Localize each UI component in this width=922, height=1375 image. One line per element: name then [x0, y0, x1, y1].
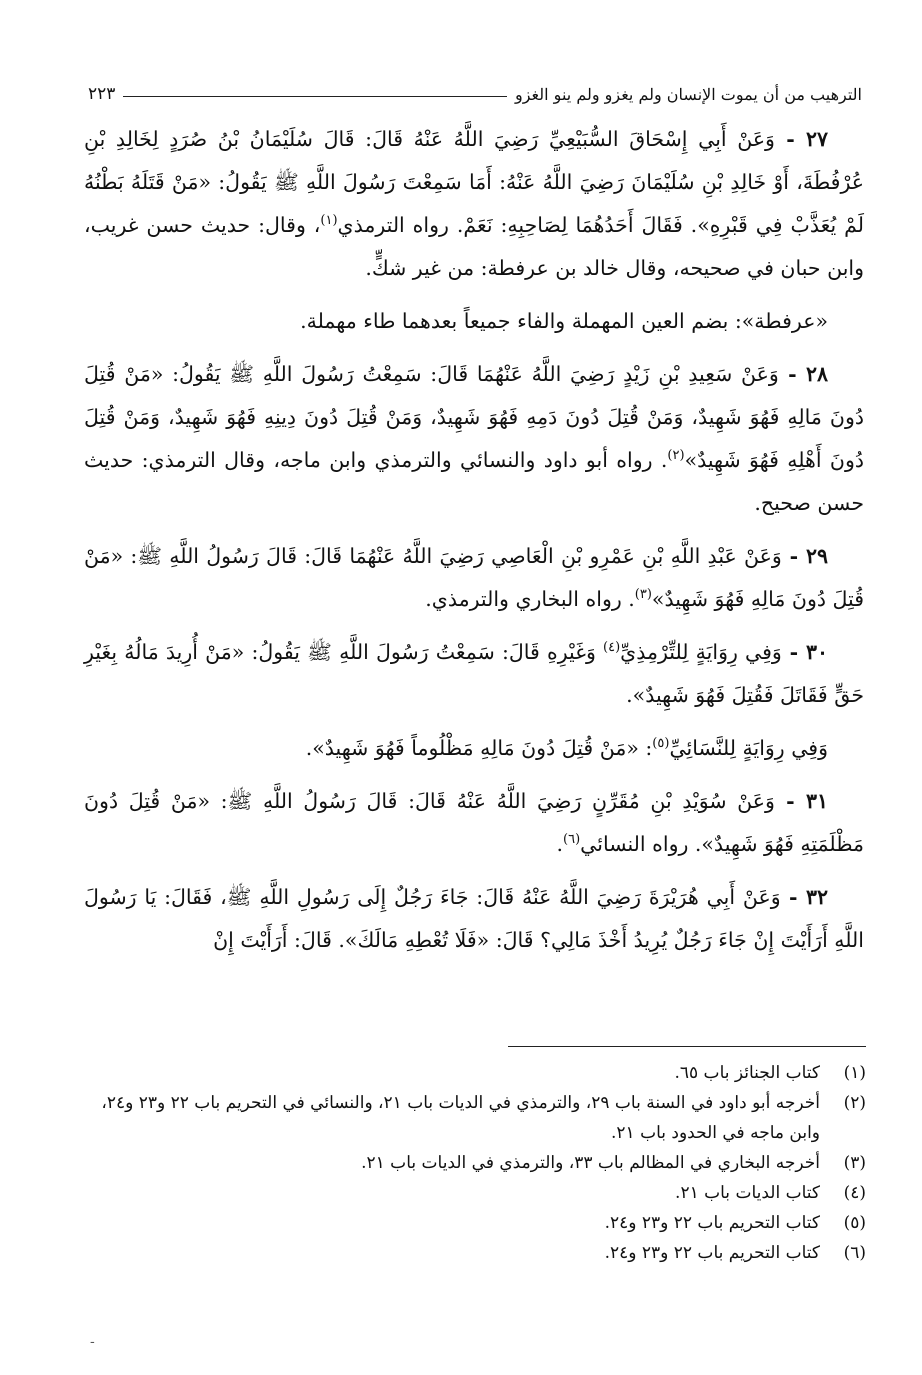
page-mark: -	[90, 1334, 95, 1350]
hadith-text: وَعَنْ عَبْدِ اللَّهِ بْنِ عَمْرِو بْنِ الْعَاصِي رَضِيَ اللَّهُ عَنْهُمَا قَالَ: قَالَ رَسُولُ اللَّهِ ﷺ: «مَنْ قُتِلَ دُونَ مَالِهِ فَهُوَ شَهِيدٌ»	[84, 544, 864, 611]
hadith-tail: . رواه أبو داود والنسائي والترمذي وابن ماجه، وقال الترمذي: حديث حسن صحيح.	[84, 448, 864, 515]
footnote-ref: (٥)	[652, 736, 670, 752]
footnote-number: (٢)	[843, 1093, 866, 1113]
footnote-2	[80, 1088, 866, 1148]
footnote-number: (٤)	[843, 1183, 866, 1203]
hadith-number: ٢٧ -	[774, 127, 828, 151]
hadith-text: وَعَنْ أَبِي هُرَيْرَةَ رَضِيَ اللَّهُ عَنْهُ قَالَ: جَاءَ رَجُلٌ إِلَى رَسُولِ اللَّهِ ﷺ، فَقَالَ: يَا رَسُولَ اللَّهِ أَرَأَيْتَ إِنْ جَاءَ رَجُلٌ يُرِيدُ أَخْذَ مَالِي؟ قَالَ: «فَلَا تُعْطِهِ مَالَكَ». قَالَ: أَرَأَيْتَ إِنْ	[84, 885, 864, 952]
footnote-ref: (٢)	[667, 448, 685, 464]
footnote-ref: (٣)	[634, 587, 652, 603]
hadith-text: وَفِي رِوَايَةٍ لِلتِّرْمِذِيِّ	[620, 640, 782, 664]
footnote-ref: (١)	[320, 213, 338, 229]
footnote-3	[80, 1148, 866, 1178]
hadith-text: وَعَنْ سَعِيدِ بْنِ زَيْدٍ رَضِيَ اللَّهُ عَنْهُمَا قَالَ: سَمِعْتُ رَسُولَ اللَّهِ ﷺ يَقُولُ: «مَنْ قُتِلَ دُونَ مَالِهِ فَهُوَ شَهِيدٌ، وَمَنْ قُتِلَ دُونَ دَمِهِ فَهُوَ شَهِيدٌ، وَمَنْ قُتِلَ دُونَ دِينِهِ فَهُوَ شَهِيدٌ، وَمَنْ قُتِلَ دُونَ أَهْلِهِ فَهُوَ شَهِيدٌ»	[84, 362, 864, 472]
note-text: «عرفطة»: بضم العين المهملة والفاء جميعاً بعدهما طاء مهملة.	[300, 309, 828, 333]
hadith-tail: .	[556, 832, 564, 856]
running-header	[88, 74, 862, 104]
hadith-text: وَعَنْ أَبِي إِسْحَاقَ السُّبَيْعِيِّ رَضِيَ اللَّهُ عَنْهُ قَالَ: قَالَ سُلَيْمَانُ بْنُ صُرَدٍ لِخَالِدِ بْنِ عُرْفُطَةَ، أَوْ خَالِدِ بْنِ سُلَيْمَانَ رَضِيَ اللَّهُ عَنْهُ: أَمَا سَمِعْتَ رَسُولَ اللَّهِ ﷺ يَقُولُ: «مَنْ قَتَلَهُ بَطْنُهُ لَمْ يُعَذَّبْ فِي قَبْرِهِ». فَقَالَ أَحَدُهُمَا لِصَاحِبِهِ: نَعَمْ. رواه الترمذي	[84, 127, 864, 237]
footnote-5	[80, 1208, 866, 1238]
hadith-31	[84, 780, 864, 866]
hadith-tail: : «مَنْ قُتِلَ دُونَ مَالِهِ مَظْلُوماً فَهُوَ شَهِيدٌ».	[305, 736, 653, 760]
footnote-number: (١)	[843, 1063, 866, 1083]
hadith-text: وَعَنْ سُوَيْدِ بْنِ مُقَرِّنٍ رَضِيَ اللَّهُ عَنْهُ قَالَ: قَالَ رَسُولُ اللَّهِ ﷺ: «مَنْ قُتِلَ دُونَ مَظْلَمَتِهِ فَهُوَ شَهِيدٌ». رواه النسائي	[84, 789, 864, 856]
hadith-number: ٢٨ -	[778, 362, 828, 386]
hadith-number: ٢٩ -	[781, 544, 828, 568]
footnote-text: أخرجه أبو داود في السنة باب ٢٩، والترمذي في الديات باب ٢١، والنسائي في التحريم باب ٢٢ و٢٣ و٢٤، وابن ماجه في الحدود باب ٢١.	[101, 1093, 820, 1143]
header-rule	[123, 96, 507, 97]
hadith-number: ٣١ -	[774, 789, 828, 813]
main-text	[84, 118, 864, 972]
hadith-30-nasai	[84, 727, 864, 770]
footnote-6	[80, 1238, 866, 1268]
footnote-text: أخرجه البخاري في المظالم باب ٣٣، والترمذي في الديات باب ٢١.	[361, 1153, 820, 1173]
hadith-27	[84, 118, 864, 290]
hadith-tail: . رواه البخاري والترمذي.	[425, 587, 635, 611]
page-number: ٢٢٣	[88, 84, 116, 104]
hadith-number: ٣٠ -	[781, 640, 828, 664]
footnote-text: كتاب الجنائز باب ٦٥.	[674, 1063, 820, 1083]
footnote-number: (٥)	[843, 1213, 866, 1233]
hadith-32	[84, 876, 864, 962]
running-title: الترهيب من أن يموت الإنسان ولم يغزو ولم ينو الغزو	[515, 85, 862, 104]
hadith-29	[84, 535, 864, 621]
footnote-ref: (٤)	[603, 640, 621, 656]
footnote-separator	[508, 1046, 866, 1047]
hadith-tail: ، وقال: حديث حسن غريب، وابن حبان في صحيحه، وقال خالد بن عرفطة: من غير شكٍّ.	[84, 213, 864, 280]
hadith-tail: وَغَيْرِهِ قَالَ: سَمِعْتُ رَسُولَ اللَّهِ ﷺ يَقُولُ: «مَنْ أُرِيدَ مَالُهُ بِغَيْرِ حَقٍّ فَقَاتَلَ فَقُتِلَ فَهُوَ شَهِيدٌ».	[84, 640, 864, 707]
footnote-text: كتاب التحريم باب ٢٢ و٢٣ و٢٤.	[604, 1243, 820, 1263]
footnote-text: كتاب الديات باب ٢١.	[675, 1183, 820, 1203]
footnote-number: (٦)	[843, 1243, 866, 1263]
hadith-30	[84, 631, 864, 717]
footnote-text: كتاب التحريم باب ٢٢ و٢٣ و٢٤.	[604, 1213, 820, 1233]
footnote-4	[80, 1178, 866, 1208]
footnote-number: (٣)	[843, 1153, 866, 1173]
hadith-text: وَفِي رِوَايَةٍ لِلنَّسَائِيِّ	[669, 736, 828, 760]
hadith-28	[84, 353, 864, 525]
footnote-1	[80, 1058, 866, 1088]
hadith-number: ٣٢ -	[780, 885, 828, 909]
footnote-ref: (٦)	[563, 832, 581, 848]
footnotes	[80, 1058, 866, 1268]
note-urfuta	[84, 300, 864, 343]
